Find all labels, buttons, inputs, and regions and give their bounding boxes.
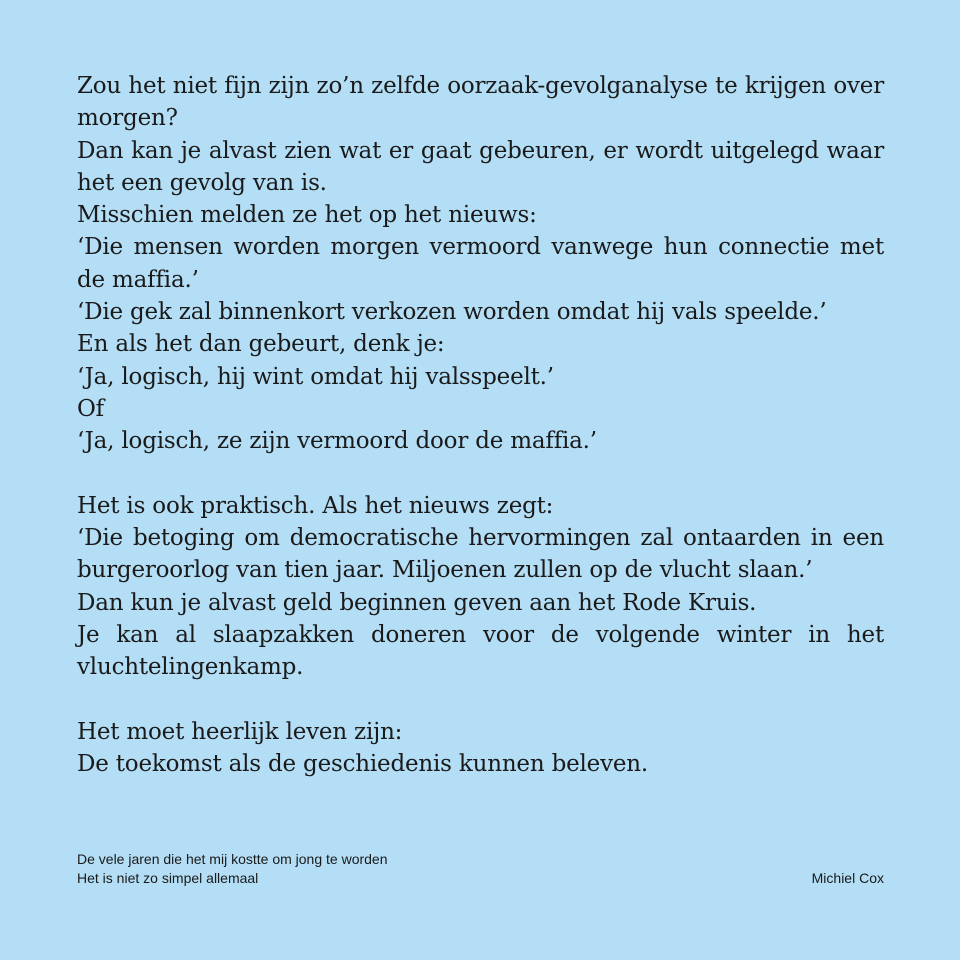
poem-line: Het moet heerlijk leven zijn: (77, 718, 403, 745)
poem-line: De toekomst als de geschiedenis kunnen beleven. (77, 751, 649, 778)
poem-line: Of (77, 395, 104, 422)
book-title: De vele jaren die het mij kostte om jong te worden (77, 851, 388, 867)
poem-line: Dan kan je alvast zien wat er gaat gebeuren, er wordt uitgelegd waar het een gevolg van is. (77, 137, 884, 196)
poem-line: Zou het niet fijn zijn zo’n zelfde oorzaak-gevolganalyse te krijgen over morgen? (77, 73, 884, 132)
stanza-3 (77, 716, 884, 781)
poem-title: Het is niet zo simpel allemaal (77, 870, 259, 886)
stanza-1 (77, 70, 884, 458)
poem-line: ‘Die gek zal binnenkort verkozen worden omdat hij vals speelde.’ (77, 299, 827, 326)
poem-line: Je kan al slaapzakken doneren voor de volgende winter in het vluchtelingenkamp. (77, 622, 884, 681)
footer-titles (77, 850, 388, 888)
poem-line: En als het dan gebeurt, denk je: (77, 331, 445, 358)
stanza-2 (77, 490, 884, 684)
poem-line: ‘Die betoging om democratische hervormingen zal ontaarden in een burgeroorlog van tien jaar. Miljoenen zullen op de vlucht slaan.’ (77, 525, 884, 584)
poem-page (77, 70, 884, 813)
poem-line: ‘Die mensen worden morgen vermoord vanwege hun connectie met de maffia.’ (77, 234, 884, 293)
poem-body (77, 70, 884, 781)
poem-line: ‘Ja, logisch, hij wint omdat hij valsspeelt.’ (77, 363, 554, 390)
poem-line: Het is ook praktisch. Als het nieuws zegt: (77, 492, 554, 519)
poem-line: ‘Ja, logisch, ze zijn vermoord door de maffia.’ (77, 428, 597, 455)
poem-line: Misschien melden ze het op het nieuws: (77, 202, 537, 229)
poem-line: Dan kun je alvast geld beginnen geven aan het Rode Kruis. (77, 589, 757, 616)
author-name: Michiel Cox (811, 870, 884, 886)
